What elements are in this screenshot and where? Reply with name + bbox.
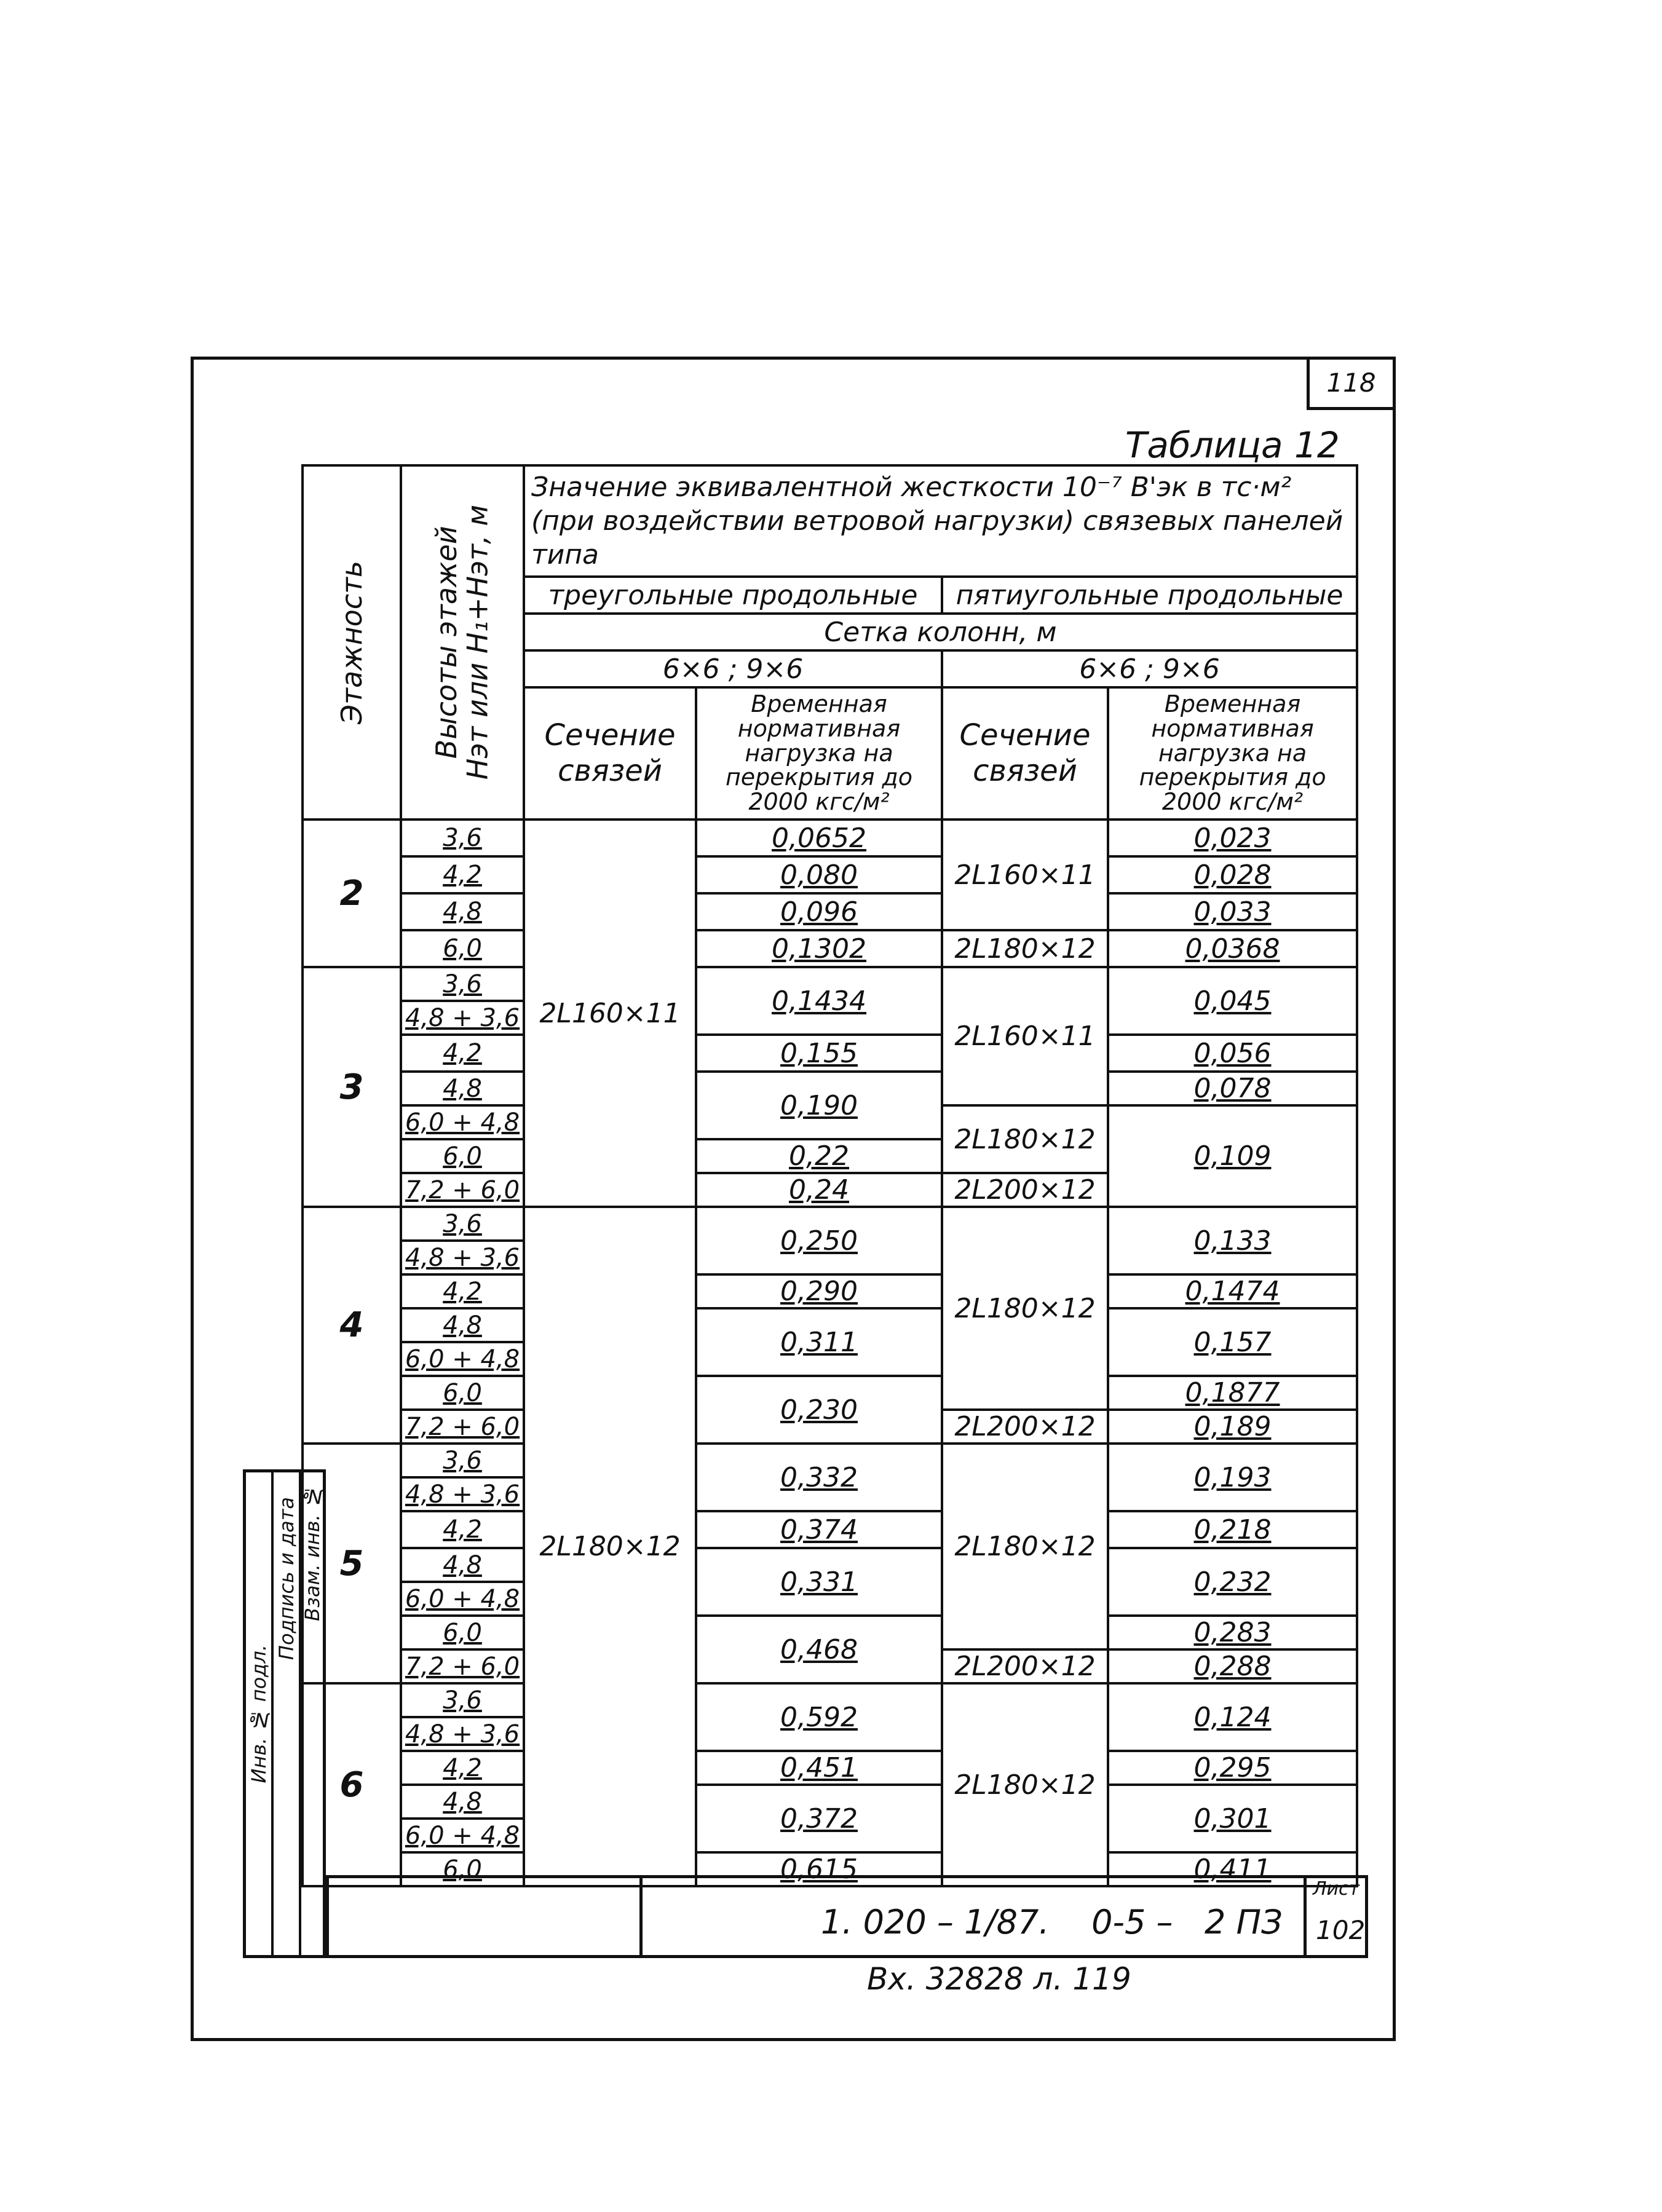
floor-cell: 3 xyxy=(303,967,401,1207)
sheet-label: Лист xyxy=(1313,1878,1360,1900)
header-load-tri: Временная нормативная нагрузка на перекрытия до 2000 кгс/м² xyxy=(696,687,942,820)
sidebar-col-inv xyxy=(246,1472,274,1955)
value-pent: 0,028 xyxy=(1108,856,1357,893)
value-pent: 0,288 xyxy=(1108,1649,1357,1683)
value-pent: 0,109 xyxy=(1108,1105,1357,1207)
height-cell: 6,0 + 4,8 xyxy=(401,1105,524,1139)
header-heights: Высоты этажей Hэт или H₁+Hэт, м xyxy=(401,465,524,820)
height-cell: 6,0 xyxy=(401,930,524,967)
height-cell: 3,6 xyxy=(401,820,524,856)
height-cell: 4,2 xyxy=(401,1274,524,1308)
value-tri: 0,1434 xyxy=(696,967,942,1035)
header-load-pent: Временная нормативная нагрузка на перекрытия до 2000 кгс/м² xyxy=(1108,687,1357,820)
sidebar-label-replace: Взам. инв. № xyxy=(301,1485,324,1621)
height-cell: 4,8 xyxy=(401,893,524,930)
height-cell: 4,8 + 3,6 xyxy=(401,1241,524,1274)
height-cell: 4,8 xyxy=(401,1308,524,1342)
title-block xyxy=(326,1875,1368,1958)
height-cell: 3,6 xyxy=(401,1683,524,1717)
value-pent: 0,1877 xyxy=(1108,1376,1357,1410)
height-cell: 7,2 + 6,0 xyxy=(401,1173,524,1207)
height-cell: 4,2 xyxy=(401,1511,524,1548)
value-tri: 0,374 xyxy=(696,1511,942,1548)
value-tri: 0,250 xyxy=(696,1207,942,1274)
sidebar-label-sign: Подпись и дата xyxy=(274,1497,298,1661)
section-cell-tri: 2L180×12 xyxy=(524,1207,696,1886)
value-tri: 0,451 xyxy=(696,1751,942,1785)
value-tri: 0,190 xyxy=(696,1072,942,1139)
height-cell: 6,0 + 4,8 xyxy=(401,1582,524,1616)
value-pent: 0,189 xyxy=(1108,1410,1357,1444)
value-pent: 0,033 xyxy=(1108,893,1357,930)
height-cell: 7,2 + 6,0 xyxy=(401,1649,524,1683)
height-cell: 3,6 xyxy=(401,967,524,1001)
value-pent: 0,056 xyxy=(1108,1035,1357,1072)
height-cell: 6,0 xyxy=(401,1852,524,1886)
document-code: 1. 020 – 1/87. 0-5 – 2 ПЗ xyxy=(821,1903,1283,1941)
header-floors: Этажность xyxy=(303,465,401,820)
value-pent: 0,301 xyxy=(1108,1785,1357,1852)
value-pent: 0,1474 xyxy=(1108,1274,1357,1308)
height-cell: 4,2 xyxy=(401,856,524,893)
value-tri: 0,311 xyxy=(696,1308,942,1376)
height-cell: 4,8 + 3,6 xyxy=(401,1477,524,1511)
header-section-tri: Сечение связей xyxy=(524,687,696,820)
value-tri: 0,24 xyxy=(696,1173,942,1207)
height-cell: 4,8 + 3,6 xyxy=(401,1001,524,1035)
header-stiffness: Значение эквивалентной жесткости 10⁻⁷ B'эк в тс·м² (при воздействии ветровой нагрузки) связевых панелей типа xyxy=(524,465,1357,577)
value-pent: 0,283 xyxy=(1108,1616,1357,1649)
section-cell-pent: 2L200×12 xyxy=(942,1649,1108,1683)
value-tri: 0,22 xyxy=(696,1139,942,1173)
table-title: Таблица 12 xyxy=(1125,424,1340,466)
page-number: 118 xyxy=(1307,358,1393,410)
height-cell: 4,2 xyxy=(401,1035,524,1072)
value-pent: 0,411 xyxy=(1108,1852,1357,1886)
section-cell-pent: 2L200×12 xyxy=(942,1410,1108,1444)
value-pent: 0,218 xyxy=(1108,1511,1357,1548)
value-tri: 0,1302 xyxy=(696,930,942,967)
value-tri: 0,096 xyxy=(696,893,942,930)
value-pent: 0,023 xyxy=(1108,820,1357,856)
section-cell-pent: 2L160×11 xyxy=(942,820,1108,930)
sheet-box xyxy=(1304,1878,1365,1955)
value-pent: 0,193 xyxy=(1108,1444,1357,1511)
floor-cell: 5 xyxy=(303,1444,401,1683)
value-tri: 0,290 xyxy=(696,1274,942,1308)
value-pent: 0,124 xyxy=(1108,1683,1357,1751)
value-pent: 0,0368 xyxy=(1108,930,1357,967)
section-cell-tri: 2L160×11 xyxy=(524,820,696,1207)
header-grid: Сетка колонн, м xyxy=(524,614,1357,650)
height-cell: 6,0 + 4,8 xyxy=(401,1819,524,1852)
value-tri: 0,331 xyxy=(696,1548,942,1616)
sidebar-col-replace xyxy=(301,1472,323,1955)
height-cell: 4,2 xyxy=(401,1751,524,1785)
value-pent: 0,157 xyxy=(1108,1308,1357,1376)
floor-cell: 6 xyxy=(303,1683,401,1886)
value-tri: 0,0652 xyxy=(696,820,942,856)
height-cell: 7,2 + 6,0 xyxy=(401,1410,524,1444)
header-grid-right: 6×6 ; 9×6 xyxy=(942,650,1357,687)
height-cell: 4,8 xyxy=(401,1785,524,1819)
height-cell: 6,0 xyxy=(401,1139,524,1173)
value-pent: 0,133 xyxy=(1108,1207,1357,1274)
value-pent: 0,232 xyxy=(1108,1548,1357,1616)
section-cell-pent: 2L180×12 xyxy=(942,1683,1108,1886)
height-cell: 6,0 xyxy=(401,1376,524,1410)
section-cell-pent: 2L180×12 xyxy=(942,930,1108,967)
value-tri: 0,468 xyxy=(696,1616,942,1683)
sheet-number: 102 xyxy=(1316,1915,1366,1945)
header-pentagonal: пятиугольные продольные xyxy=(942,577,1357,614)
value-tri: 0,615 xyxy=(696,1852,942,1886)
height-cell: 3,6 xyxy=(401,1444,524,1477)
sidebar-label-inv: Инв. № подл. xyxy=(247,1644,271,1783)
value-tri: 0,592 xyxy=(696,1683,942,1751)
sidebar-col-sign xyxy=(274,1472,301,1955)
height-cell: 6,0 xyxy=(401,1616,524,1649)
height-cell: 3,6 xyxy=(401,1207,524,1241)
floor-cell: 2 xyxy=(303,820,401,967)
approval-sidebar xyxy=(243,1469,326,1958)
section-cell-pent: 2L180×12 xyxy=(942,1207,1108,1410)
section-cell-pent: 2L200×12 xyxy=(942,1173,1108,1207)
header-triangular: треугольные продольные xyxy=(524,577,942,614)
incoming-reference: Вх. 32828 л. 119 xyxy=(867,1961,1131,1997)
value-tri: 0,230 xyxy=(696,1376,942,1444)
title-block-divider xyxy=(639,1878,643,1955)
value-pent: 0,295 xyxy=(1108,1751,1357,1785)
height-cell: 4,8 xyxy=(401,1548,524,1582)
floor-cell: 4 xyxy=(303,1207,401,1444)
value-tri: 0,332 xyxy=(696,1444,942,1511)
value-pent: 0,045 xyxy=(1108,967,1357,1035)
value-tri: 0,372 xyxy=(696,1785,942,1852)
section-cell-pent: 2L180×12 xyxy=(942,1105,1108,1173)
value-pent: 0,078 xyxy=(1108,1072,1357,1105)
value-tri: 0,080 xyxy=(696,856,942,893)
header-grid-left: 6×6 ; 9×6 xyxy=(524,650,942,687)
stiffness-table xyxy=(301,464,1358,1887)
header-section-pent: Сечение связей xyxy=(942,687,1108,820)
section-cell-pent: 2L180×12 xyxy=(942,1444,1108,1649)
height-cell: 4,8 xyxy=(401,1072,524,1105)
height-cell: 4,8 + 3,6 xyxy=(401,1717,524,1751)
height-cell: 6,0 + 4,8 xyxy=(401,1342,524,1376)
section-cell-pent: 2L160×11 xyxy=(942,967,1108,1105)
value-tri: 0,155 xyxy=(696,1035,942,1072)
